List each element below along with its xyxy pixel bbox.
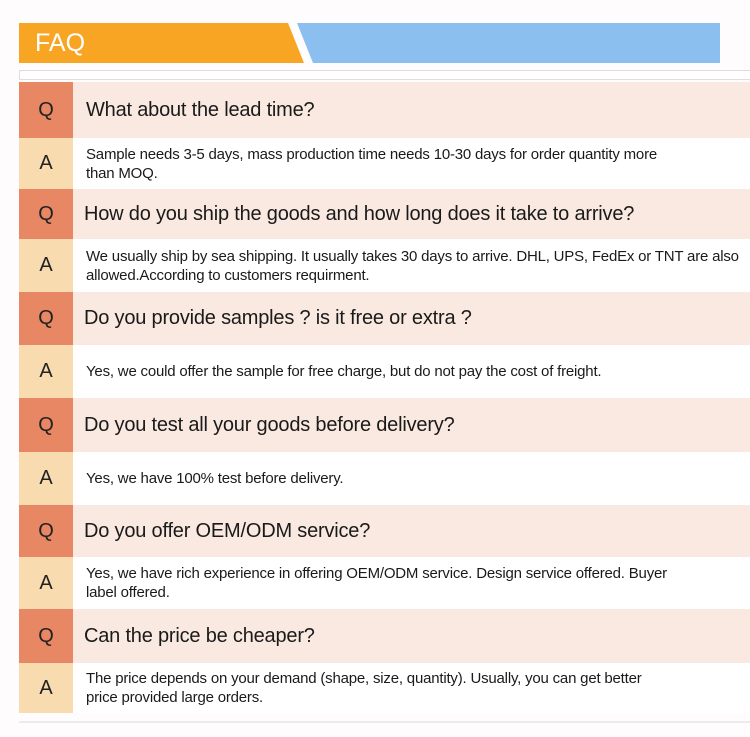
question-text: How do you ship the goods and how long does it take to arrive?	[73, 189, 750, 239]
answer-label: A	[19, 239, 73, 292]
answer-text: The price depends on your demand (shape, size, quantity). Usually, you can get better price provided large orders.	[73, 663, 750, 713]
answer-text: Yes, we could offer the sample for free charge, but do not pay the cost of freight.	[73, 345, 750, 398]
question-text: Do you test all your goods before delivery?	[73, 398, 750, 452]
question-text: What about the lead time?	[73, 82, 750, 138]
answer-text: We usually ship by sea shipping. It usually takes 30 days to arrive. DHL, UPS, FedEx or TNT are also allowed.According to customers requirment.	[73, 239, 750, 292]
question-label: Q	[19, 505, 73, 557]
faq-question-row	[19, 398, 750, 452]
answer-label: A	[19, 557, 73, 609]
answer-label: A	[19, 138, 73, 189]
question-text: Do you offer OEM/ODM service?	[73, 505, 750, 557]
faq-answer-row	[19, 557, 750, 609]
question-text: Can the price be cheaper?	[73, 609, 750, 663]
faq-answer-row	[19, 239, 750, 292]
question-label: Q	[19, 398, 73, 452]
faq-answer-row	[19, 663, 750, 713]
question-label: Q	[19, 292, 73, 345]
answer-label: A	[19, 345, 73, 398]
faq-question-row	[19, 82, 750, 138]
header-divider	[19, 70, 750, 80]
answer-text: Sample needs 3-5 days, mass production time needs 10-30 days for order quantity more than MOQ.	[73, 138, 750, 189]
faq-question-row	[19, 609, 750, 663]
answer-label: A	[19, 452, 73, 505]
answer-text: Yes, we have 100% test before delivery.	[73, 452, 750, 505]
faq-question-row	[19, 292, 750, 345]
header-blue-bar	[297, 23, 720, 63]
faq-answer-row	[19, 138, 750, 189]
faq-header	[19, 23, 720, 63]
question-label: Q	[19, 189, 73, 239]
question-label: Q	[19, 82, 73, 138]
faq-table	[19, 82, 750, 713]
question-text: Do you provide samples ? is it free or extra ?	[73, 292, 750, 345]
faq-title: FAQ	[35, 29, 86, 57]
faq-question-row	[19, 505, 750, 557]
faq-answer-row	[19, 452, 750, 505]
bottom-divider	[19, 721, 750, 723]
faq-answer-row	[19, 345, 750, 398]
answer-label: A	[19, 663, 73, 713]
question-label: Q	[19, 609, 73, 663]
answer-text: Yes, we have rich experience in offering OEM/ODM service. Design service offered. Buyer label offered.	[73, 557, 750, 609]
faq-question-row	[19, 189, 750, 239]
